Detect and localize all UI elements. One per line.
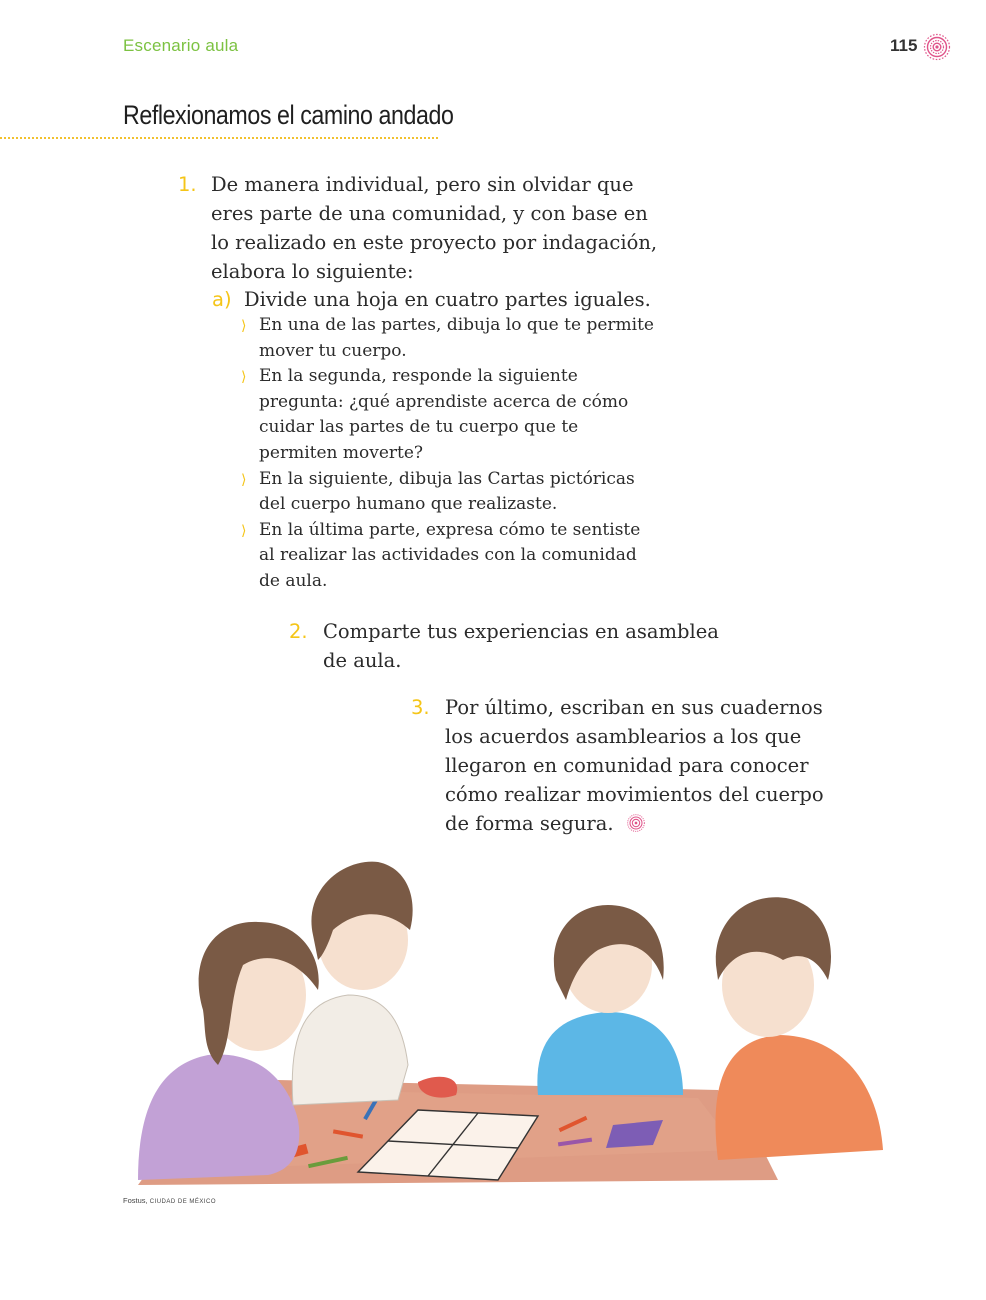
item-line [445,809,875,838]
bullet-line: mover tu cuerpo. [259,340,407,361]
credit-place: CIUDAD DE MÉXICO [149,1199,217,1205]
item-line: lo realizado en este proyecto por indagación, [211,231,658,254]
sub-letter: a) [212,288,232,311]
item-line: llegaron en comunidad para conocer [445,754,809,777]
bullet-line: de aula. [259,570,328,591]
chevron-right-icon: ⟩ [241,522,247,539]
page-title: Reflexionamos el camino andado [123,100,454,130]
bullet-line: En la última parte, expresa cómo te sentiste [259,519,641,540]
activity-item-2 [289,617,753,675]
bullet-line: pregunta: ¿qué aprendiste acerca de cómo [259,391,629,412]
item-line: de aula. [323,649,402,672]
item-line: De manera individual, pero sin olvidar que [211,173,634,196]
item-line: cómo realizar movimientos del cuerpo [445,783,824,806]
bullet-line: cuidar las partes de tu cuerpo que te [259,417,579,438]
list-item [241,467,689,518]
sub-item-text: Divide una hoja en cuatro partes iguales. [244,288,651,311]
illustration-credit [123,1196,216,1205]
sub-item-a [212,285,684,314]
item-line: eres parte de una comunidad, y con base en [211,202,648,225]
children-drawing-at-table-illustration [118,850,888,1195]
chevron-right-icon: ⟩ [241,318,247,334]
page-number: 115 [890,36,918,55]
item-line: los acuerdos asamblearios a los que [445,725,802,748]
bullet-list [241,313,689,595]
list-item [241,364,689,466]
mandala-icon [626,813,646,833]
bullet-line: En una de las partes, dibuja lo que te permite [259,315,654,335]
item-line: Comparte tus experiencias en asamblea [323,620,719,643]
activity-item-1 [178,170,691,286]
item-line-text: de forma segura. [445,812,614,835]
bullet-line: permiten moverte? [259,442,424,463]
bullet-line: En la siguiente, dibuja las Cartas pictóricas [259,468,635,489]
activity-item-3 [411,693,875,838]
chevron-right-icon: ⟩ [241,369,247,386]
mandala-icon [922,32,952,62]
item-line: Por último, escriban en sus cuadernos [445,696,823,719]
item-number: 2. [289,620,308,643]
item-line: elabora lo siguiente: [211,260,414,283]
item-number: 1. [178,173,197,196]
bullet-line: En la segunda, responde la siguiente [259,366,578,387]
title-underline [0,137,438,139]
chevron-right-icon: ⟩ [241,471,247,488]
section-header: Escenario aula [123,36,239,55]
item-number: 3. [411,696,430,719]
list-item [241,518,689,595]
bullet-line: al realizar las actividades con la comunidad [259,545,637,566]
list-item [241,313,689,364]
credit-author: Fostus, [123,1196,148,1205]
bullet-line: del cuerpo humano que realizaste. [259,494,558,515]
